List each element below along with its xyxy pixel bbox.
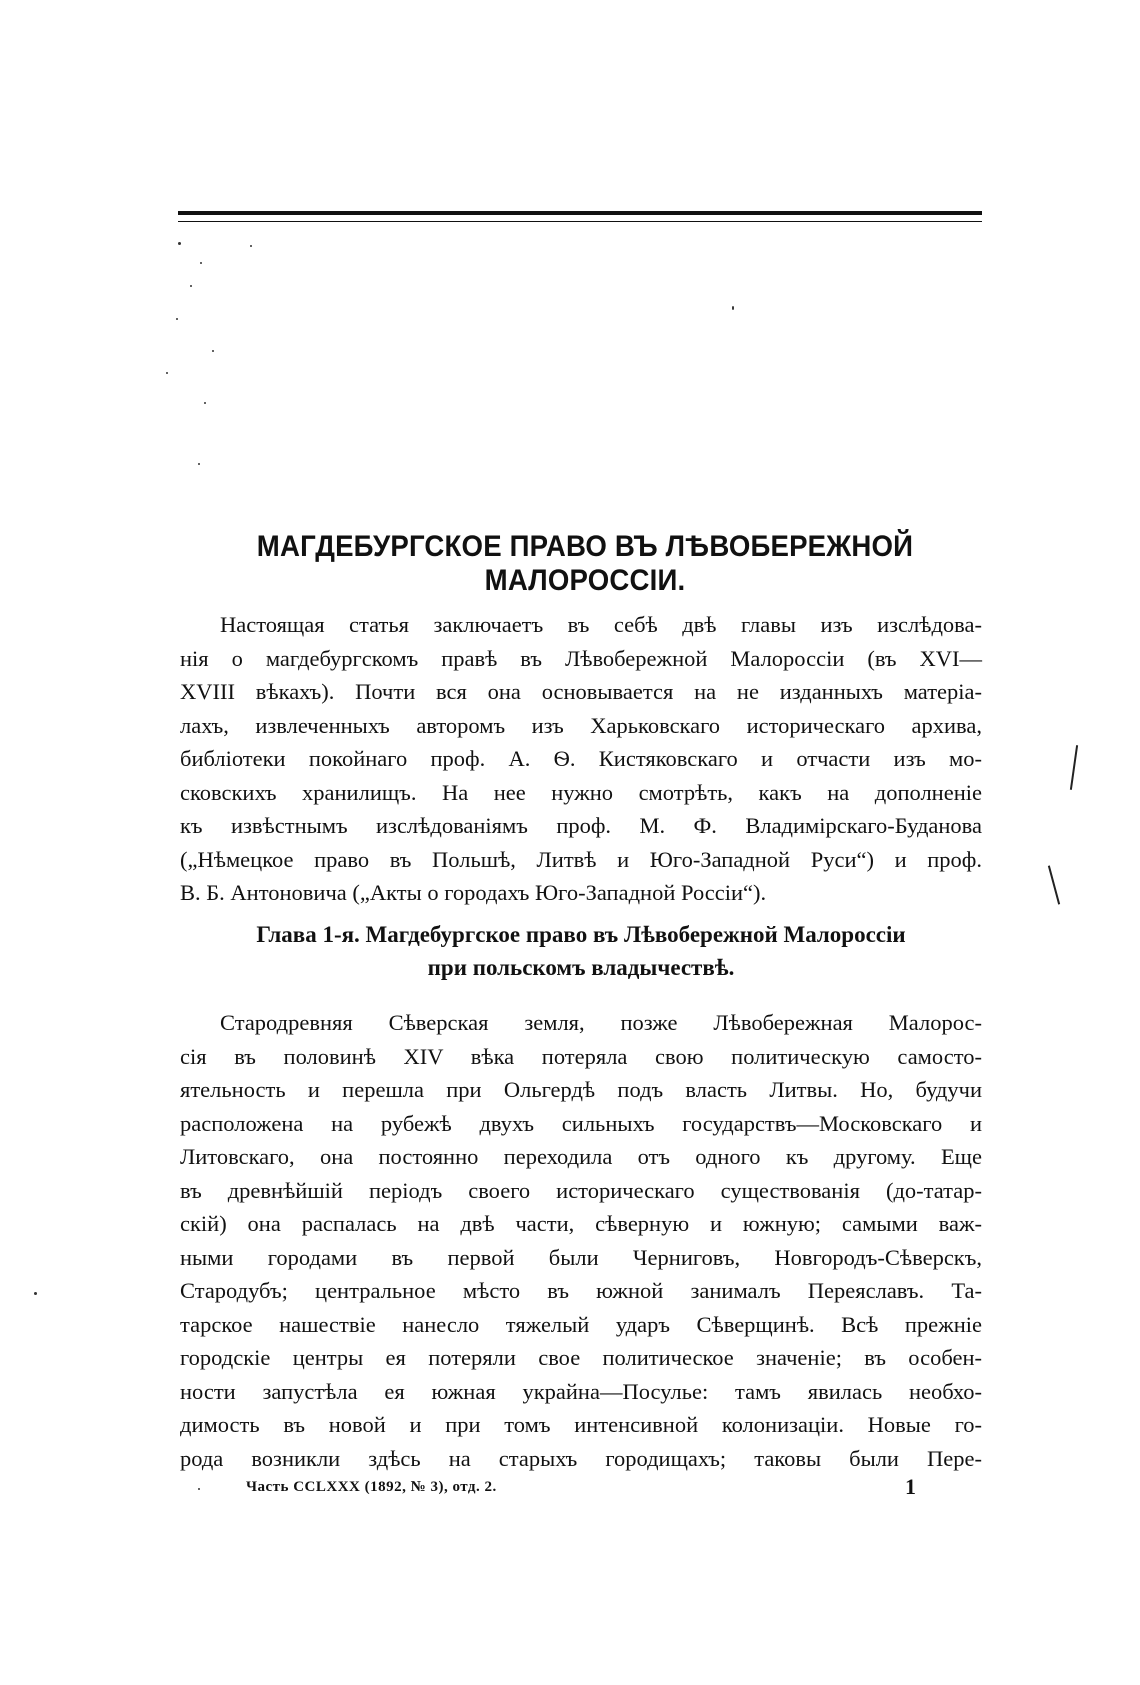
- text-line: Стародревняя Сѣверская земля, позже Лѣвобережная Малорос-: [220, 1010, 982, 1035]
- article-title: МАГДЕБУРГСКОЕ ПРАВО ВЪ ЛѢВОБЕРЕЖНОЙ МАЛОРОССІИ.: [256, 530, 914, 597]
- text-line: Стародубъ; центральное мѣсто въ южной занималъ Переяславъ. Та-: [180, 1278, 982, 1303]
- text-line: расположена на рубежѣ двухъ сильныхъ государствъ—Московскаго и: [180, 1110, 982, 1136]
- text-line: ятельность и перешла при Ольгердѣ подъ власть Литвы. Но, будучи: [180, 1077, 982, 1102]
- text-line: въ древнѣйшій періодъ своего историческаго существованія (до-татар-: [180, 1177, 982, 1203]
- page-number: 1: [905, 1474, 916, 1499]
- text-line: В. Б. Антоновича („Акты о городахъ Юго-Западной Россіи“).: [180, 880, 767, 905]
- text-line: лахъ, извлеченныхъ авторомъ изъ Харьковскаго историческаго архива,: [180, 712, 982, 738]
- text-line: сія въ половинѣ XIV вѣка потеряла свою политическую самосто-: [180, 1043, 982, 1069]
- text-line: („Нѣмецкое право въ Польшѣ, Литвѣ и Юго-Западной Руси“) и проф.: [180, 846, 982, 872]
- top-rule-thick: [178, 211, 982, 215]
- top-rule-thin: [178, 221, 982, 222]
- chapter-heading: [180, 918, 982, 984]
- text-line: Литовскаго, она постоянно переходила отъ одного къ другому. Еще: [180, 1144, 982, 1169]
- intro-paragraph: [180, 608, 982, 910]
- text-line: нія о магдебургскомъ правѣ въ Лѣвобережной Малороссіи (въ XVI—: [180, 645, 982, 671]
- margin-mark: [1048, 865, 1060, 904]
- chapter-line: Глава 1-я. Магдебургское право въ Лѣвобережной Малороссіи: [256, 922, 906, 947]
- text-line: къ извѣстнымъ изслѣдованіямъ проф. М. Ф. Владимірскаго-Буданова: [180, 813, 982, 838]
- text-line: сковскихъ хранилищъ. На нее нужно смотрѣть, какъ на дополненіе: [180, 779, 982, 805]
- text-line: ности запустѣла ея южная украйна—Посулье: тамъ явилась необхо-: [180, 1378, 982, 1404]
- margin-mark: [1070, 745, 1078, 790]
- text-line: димость въ новой и при томъ интенсивной колонизаціи. Новые го-: [180, 1412, 982, 1437]
- text-line: рода возникли здѣсь на старыхъ городищахъ; таковы были Пере-: [180, 1445, 982, 1471]
- text-line: городскіе центры ея потеряли свое политическое значеніе; въ особен-: [180, 1345, 982, 1370]
- body-paragraph: [180, 1006, 982, 1475]
- text-line: ными городами въ первой были Черниговъ, Новгородъ-Сѣверскъ,: [180, 1244, 982, 1270]
- text-line: скій) она распалась на двѣ части, сѣверную и южную; самыми важ-: [180, 1211, 982, 1236]
- footer-signature: Часть CCLXXX (1892, № 3), отд. 2.: [246, 1479, 497, 1495]
- text-line: библіотеки покойнаго проф. А. Ѳ. Кистяковскаго и отчасти изъ мо-: [180, 746, 982, 771]
- text-line: Настоящая статья заключаетъ въ себѣ двѣ главы изъ изслѣдова-: [220, 612, 982, 637]
- text-line: XVIII вѣкахъ). Почти вся она основывается на не изданныхъ матеріа-: [180, 679, 982, 704]
- chapter-line: при польскомъ владычествѣ.: [427, 955, 735, 980]
- text-line: тарское нашествіе нанесло тяжелый ударъ Сѣверщинѣ. Всѣ прежніе: [180, 1311, 982, 1337]
